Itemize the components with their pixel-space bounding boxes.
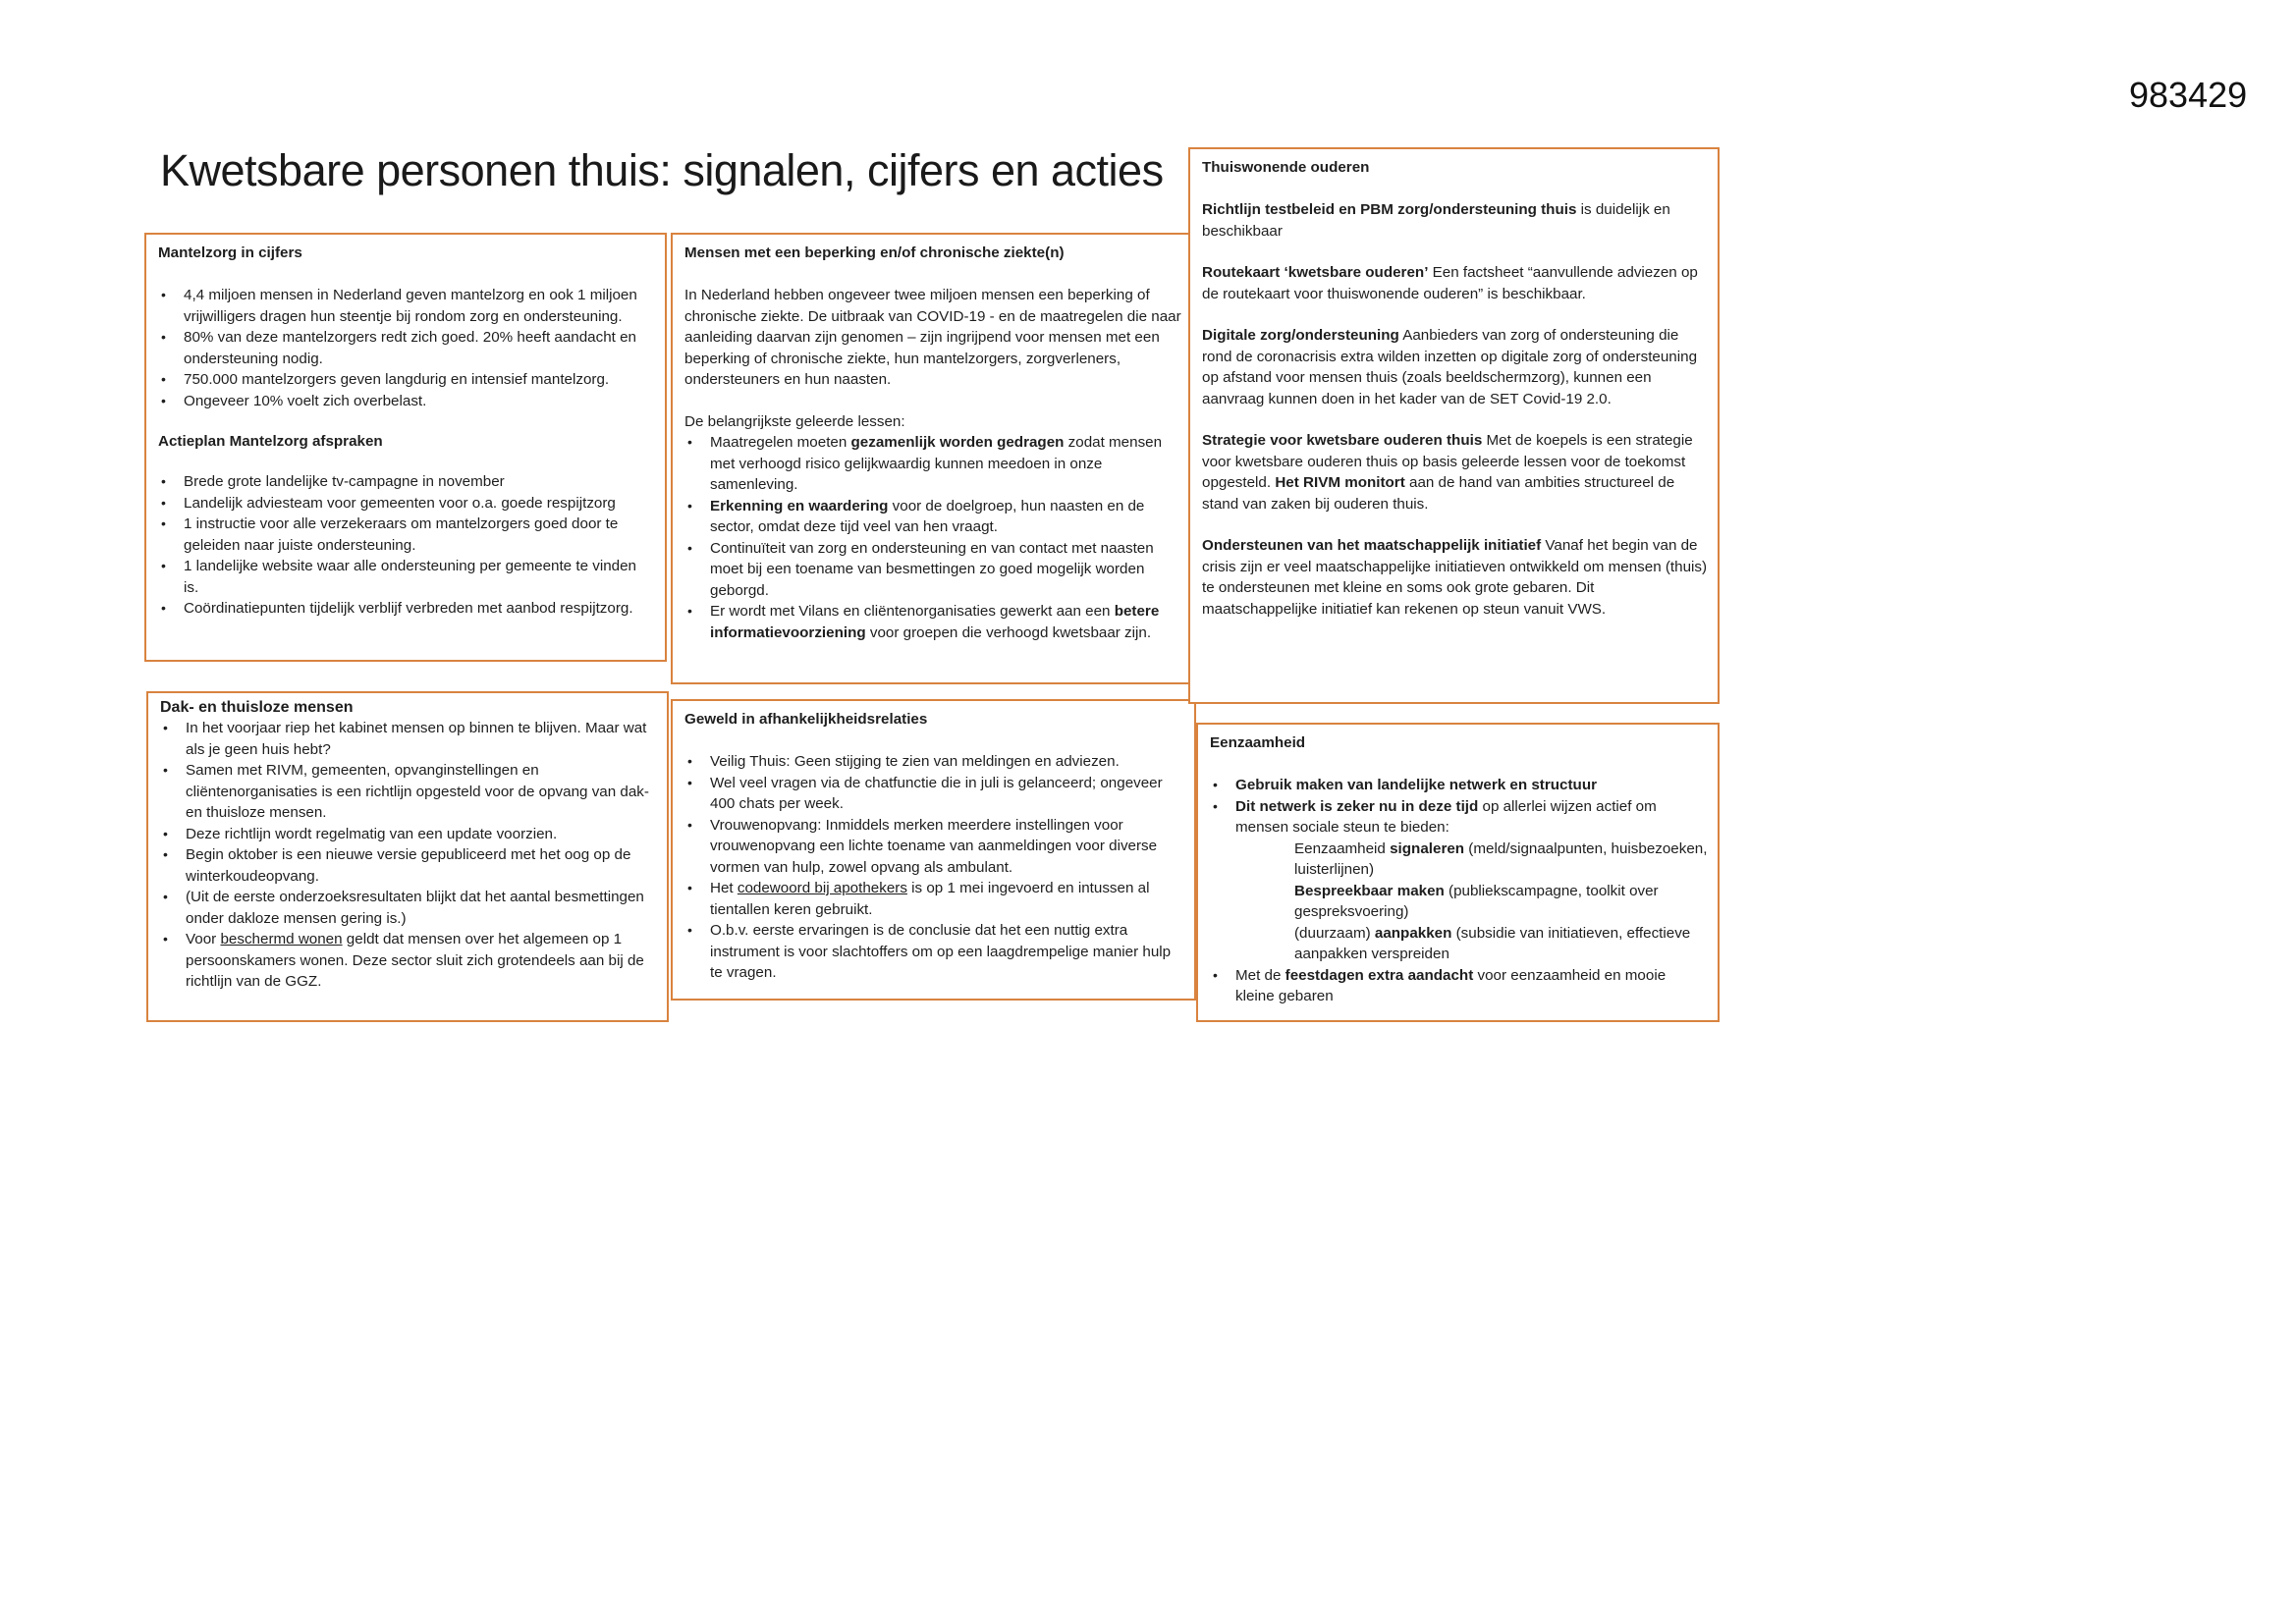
bold-text: Richtlijn testbeleid en PBM zorg/ondersteuning thuis — [1202, 201, 1577, 218]
text: Maatregelen moeten — [710, 434, 851, 451]
list-item — [684, 432, 1184, 496]
eenzaamheid-heading: Eenzaamheid — [1210, 734, 1306, 751]
text: is op 1 mei ingevoerd en intussen al tientallen keren gebruikt. — [710, 880, 1150, 918]
dakloos-heading: Dak- en thuisloze mensen — [160, 699, 354, 716]
bold-text: Het RIVM monitort — [1275, 474, 1405, 491]
bold-text: Digitale zorg/ondersteuning — [1202, 327, 1399, 344]
sub-item — [1235, 923, 1708, 965]
text: (meld/signaalpunten, huisbezoeken, luisterlijnen) — [1294, 839, 1708, 878]
text: aan de hand van ambities structureel de stand van zaken bij ouderen thuis. — [1202, 474, 1675, 513]
bold-text: gezamenlijk worden gedragen — [850, 434, 1065, 451]
list-item: • 1 landelijke website waar alle ondersteuning per gemeente te vinden is. — [158, 556, 655, 598]
text: Met de — [1235, 966, 1285, 984]
list-item: • 1 instructie voor alle verzekeraars om mantelzorgers goed door te geleiden naar juiste ondersteuning. — [158, 514, 655, 556]
page-title: Kwetsbare personen thuis: signalen, cijfers en acties — [160, 145, 1164, 195]
list-item: • O.b.v. eerste ervaringen is de conclusie dat het een nuttig extra instrument is voor slachtoffers om op een laagdrempelige manier hulp te vragen. — [684, 920, 1184, 984]
text: Een factsheet “aanvullende adviezen op de routekaart voor thuiswonende ouderen” is beschikbaar. — [1202, 264, 1698, 302]
list-item: • (Uit de eerste onderzoeksresultaten blijkt dat het aantal besmettingen onder dakloze mensen gering is.) — [160, 887, 657, 929]
ouderen-heading: Thuiswonende ouderen — [1202, 159, 1370, 176]
actieplan-list — [158, 471, 655, 620]
text: is duidelijk en beschikbaar — [1202, 201, 1670, 240]
list-item — [684, 538, 1184, 602]
list-item: • Samen met RIVM, gemeenten, opvanginstellingen en cliëntenorganisaties is een richtlijn opgesteld voor de opvang van dak- en thuisloze mensen. — [160, 760, 657, 824]
bold-text: aanpakken — [1374, 924, 1452, 942]
beperking-box — [671, 233, 1196, 684]
list-item — [684, 878, 1184, 920]
ouderen-paragraph — [1202, 262, 1708, 304]
list-item — [1210, 796, 1708, 965]
list-item: • Veilig Thuis: Geen stijging te zien van meldingen en adviezen. — [684, 751, 1184, 773]
eenzaamheid-list — [1210, 775, 1708, 1007]
sub-item — [1235, 881, 1708, 923]
list-item — [160, 929, 657, 993]
document-id-number: 983429 — [2129, 75, 2248, 115]
text: voor de doelgroep, hun naasten en de sector, omdat deze tijd veel van hen vraagt. — [710, 497, 1145, 535]
list-item: • 4,4 miljoen mensen in Nederland geven mantelzorg en ook 1 miljoen vrijwilligers dragen hun steentje bij rondom zorg en ondersteuning. — [158, 285, 655, 327]
ouderen-paragraph — [1202, 325, 1708, 409]
text: Met de koepels is een strategie voor kwetsbare ouderen thuis op basis geleerde lessen voor de toekomst opgesteld. — [1202, 432, 1693, 491]
list-item: • Ongeveer 10% voelt zich overbelast. — [158, 391, 655, 412]
beschermd-wonen-link[interactable]: beschermd wonen — [220, 931, 343, 947]
geweld-list — [684, 751, 1184, 984]
text: op allerlei wijzen actief om mensen sociale steun te bieden: — [1235, 797, 1657, 836]
bold-text: Ondersteunen van het maatschappelijk initiatief — [1202, 537, 1542, 554]
bold-text: Gebruik maken van landelijke netwerk en structuur — [1235, 777, 1598, 793]
list-item — [1210, 965, 1708, 1007]
bold-text: Erkenning en waardering — [710, 497, 889, 514]
list-item: • Landelijk adviesteam voor gemeenten voor o.a. goede respijtzorg — [158, 493, 655, 514]
mantelzorg-heading: Mantelzorg in cijfers — [158, 244, 302, 261]
bold-text: betere informatievoorziening — [710, 603, 1160, 641]
text: Continuïteit van zorg en ondersteuning en van contact met naasten moet bij een toename van besmettingen zo goed mogelijk worden geborgd. — [710, 539, 1154, 599]
eenzaamheid-sublist — [1235, 839, 1708, 965]
list-item — [684, 496, 1184, 538]
text: Vanaf het begin van de crisis zijn er veel maatschappelijke initiatieven ontwikkeld om mensen (thuis) te ondersteunen met kleine en soms ook grote gebaren. Dit maatschappelijke initiatief kan rekenen op steun vanuit VWS. — [1202, 537, 1708, 618]
text: (duurzaam) — [1294, 924, 1375, 942]
bold-text: Strategie voor kwetsbare ouderen thuis — [1202, 432, 1483, 449]
geweld-box — [671, 699, 1196, 1001]
text: Het — [710, 880, 738, 896]
list-item: • Wel veel vragen via de chatfunctie die in juli is gelanceerd; ongeveer 400 chats per week. — [684, 773, 1184, 815]
list-item: • Coördinatiepunten tijdelijk verblijf verbreden met aanbod respijtzorg. — [158, 598, 655, 620]
text: voor groepen die verhoogd kwetsbaar zijn. — [865, 623, 1152, 641]
actieplan-subheading: Actieplan Mantelzorg afspraken — [158, 433, 383, 450]
eenzaamheid-box — [1196, 723, 1720, 1022]
text: Voor — [186, 931, 221, 947]
dakloos-box — [146, 691, 669, 1022]
beperking-heading: Mensen met een beperking en/of chronische ziekte(n) — [684, 244, 1065, 261]
ouderen-paragraph — [1202, 535, 1708, 620]
codewoord-apothekers-link[interactable]: codewoord bij apothekers — [737, 880, 907, 896]
list-item: • 80% van deze mantelzorgers redt zich goed. 20% heeft aandacht en ondersteuning nodig. — [158, 327, 655, 369]
mantelzorg-stats-list — [158, 285, 655, 411]
bold-text: feestdagen extra aandacht — [1285, 966, 1474, 984]
list-item: • 750.000 mantelzorgers geven langdurig en intensief mantelzorg. — [158, 369, 655, 391]
ouderen-box — [1188, 147, 1720, 704]
text: (subsidie van initiatieven, effectieve aanpakken verspreiden — [1294, 924, 1691, 962]
text: Er wordt met Vilans en cliëntenorganisaties gewerkt aan een — [710, 603, 1115, 620]
mantelzorg-box — [144, 233, 667, 662]
bold-text: Bespreekbaar maken — [1294, 882, 1445, 899]
text: Aanbieders van zorg of ondersteuning die rond de coronacrisis extra wilden inzetten op digitale zorg of ondersteuning op afstand voor mensen thuis (zoals beeldschermzorg), kunnen een aanvraag kunnen doen in het kader van de SET Covid-19 2.0. — [1202, 327, 1698, 407]
list-item: • Deze richtlijn wordt regelmatig van een update voorzien. — [160, 824, 657, 845]
text: zodat mensen met verhoogd risico gelijkwaardig kunnen meedoen in onze samenleving. — [710, 434, 1163, 493]
list-item: • Vrouwenopvang: Inmiddels merken meerdere instellingen voor vrouwenopvang een lichte toename van aanmeldingen voor diverse vormen van hulp, zowel opvang als ambulant. — [684, 815, 1184, 879]
ouderen-paragraph — [1202, 199, 1708, 242]
sub-item — [1235, 839, 1708, 881]
list-item: • Begin oktober is een nieuwe versie gepubliceerd met het oog op de winterkoudeopvang. — [160, 844, 657, 887]
bold-text: Dit netwerk is zeker nu in deze tijd — [1235, 797, 1479, 815]
text: Eenzaamheid — [1294, 839, 1391, 857]
bold-text: signaleren — [1390, 839, 1465, 857]
list-item: • In het voorjaar riep het kabinet mensen op binnen te blijven. Maar wat als je geen huis hebt? — [160, 718, 657, 760]
list-item: • Brede grote landelijke tv-campagne in november — [158, 471, 655, 493]
text: geldt dat mensen over het algemeen op 1 persoonskamers wonen. Deze sector sluit zich grotendeels aan bij de richtlijn van de GGZ. — [186, 931, 644, 990]
geweld-heading: Geweld in afhankelijkheidsrelaties — [684, 711, 928, 728]
lessons-list — [684, 432, 1184, 643]
list-item — [684, 601, 1184, 643]
text: voor eenzaamheid en mooie kleine gebaren — [1235, 966, 1667, 1004]
dakloos-list — [160, 718, 657, 993]
ouderen-paragraph — [1202, 430, 1708, 514]
lessons-label: De belangrijkste geleerde lessen: — [684, 412, 905, 430]
text: (publiekscampagne, toolkit over gespreksvoering) — [1294, 882, 1659, 920]
bold-text: Routekaart ‘kwetsbare ouderen’ — [1202, 264, 1429, 281]
beperking-intro: In Nederland hebben ongeveer twee miljoen mensen een beperking of chronische ziekte. De uitbraak van COVID-19 - en de maatregelen die naar aanleiding daarvan zijn genomen – zijn ingrijpend voor mensen met een beperking of chronische ziekte, hun mantelzorgers, zorgverleners, ondersteuners en hun naasten. — [684, 287, 1181, 388]
list-item — [1210, 775, 1708, 796]
